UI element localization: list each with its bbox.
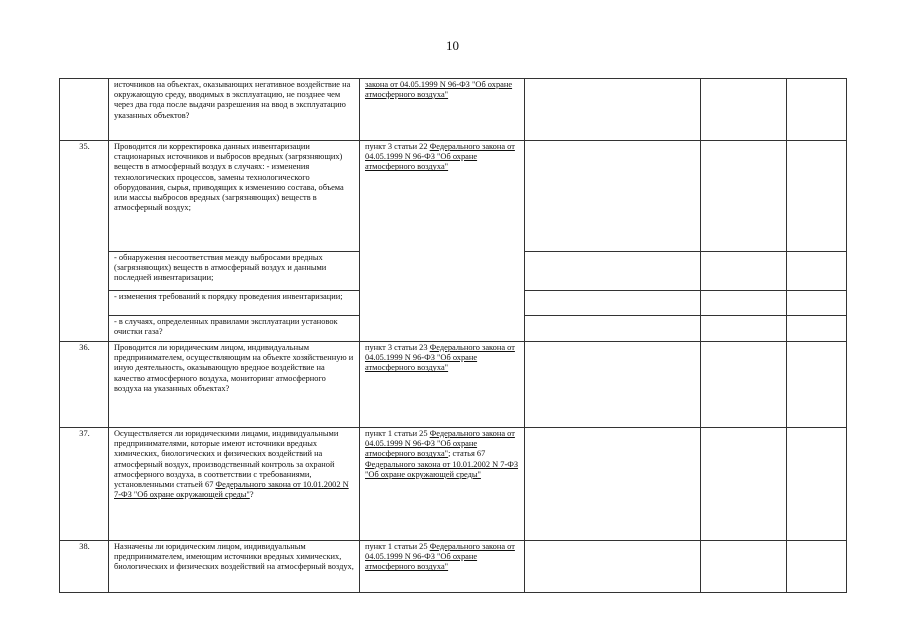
answer-cell bbox=[787, 428, 847, 541]
law-link[interactable]: Федерального закона от 04.05.1999 N 96-ФЗ "Об охране атмосферного воздуха" bbox=[365, 142, 515, 172]
law-link[interactable]: Федерального закона от 04.05.1999 N 96-ФЗ "Об охране атмосферного воздуха" bbox=[365, 429, 515, 459]
reference-mid: ; статья 67 bbox=[448, 449, 486, 459]
question-text: источников на объектах, оказывающих негативное воздействие на окружающую среду, вводимых в эксплуатацию, не позднее чем через два года после выдачи разрешения на ввод в эксплуатацию указанных объектов? bbox=[114, 80, 351, 120]
page-number: 10 bbox=[446, 38, 459, 53]
question-cell bbox=[109, 141, 360, 252]
question-text: - в случаях, определенных правилами эксплуатации установок очистки газа? bbox=[114, 317, 338, 337]
row-number: 36. bbox=[60, 342, 109, 428]
answer-cell bbox=[787, 141, 847, 252]
answer-cell bbox=[525, 541, 701, 593]
law-link[interactable]: Федерального закона от 04.05.1999 N 96-ФЗ "Об охране атмосферного воздуха" bbox=[365, 542, 515, 572]
question-cell bbox=[109, 252, 360, 291]
answer-cell bbox=[525, 141, 701, 252]
question-cell bbox=[109, 541, 360, 593]
question-text: Назначены ли юридическим лицом, индивидуальным предпринимателем, имеющим источники вредных химических, биологических и физических воздействий на атмосферный воздух, bbox=[114, 542, 354, 572]
answer-cell bbox=[701, 342, 787, 428]
row-number: 38. bbox=[60, 541, 109, 593]
answer-cell bbox=[787, 316, 847, 342]
question-text: Проводится ли юридическим лицом, индивидуальным предпринимателем, осуществляющим на объекте хозяйственную и иную деятельность, оказывающую вредное воздействие на качество атмосферного воздуха, мониторинг атмосферного воздуха на указанных объектах? bbox=[114, 343, 354, 393]
table-row bbox=[60, 141, 847, 252]
question-cell bbox=[109, 291, 360, 316]
row-number: 37. bbox=[60, 428, 109, 541]
answer-cell bbox=[701, 291, 787, 316]
reference-cell bbox=[360, 342, 525, 428]
question-text: Проводится ли корректировка данных инвентаризации стационарных источников и выбросов вредных (загрязняющих) веществ в атмосферный воздух в случаях: - изменения технологических процессов, замены технологического оборудования, сырья, приводящих к изменению состава, объема или массы выбросов вредных (загрязняющих) веществ в атмосферный воздух; bbox=[114, 142, 344, 213]
row-number: 35. bbox=[60, 141, 109, 342]
checklist-table bbox=[59, 78, 847, 593]
law-link[interactable]: Федерального закона от 04.05.1999 N 96-ФЗ "Об охране атмосферного воздуха" bbox=[365, 343, 515, 373]
reference-cell bbox=[360, 79, 525, 141]
answer-cell bbox=[787, 541, 847, 593]
answer-cell bbox=[525, 252, 701, 291]
law-link[interactable]: закона от 04.05.1999 N 96-ФЗ "Об охране атмосферного воздуха" bbox=[365, 80, 513, 100]
table-row bbox=[60, 79, 847, 141]
table-row bbox=[60, 428, 847, 541]
answer-cell bbox=[525, 291, 701, 316]
reference-cell bbox=[360, 141, 525, 342]
answer-cell bbox=[701, 252, 787, 291]
row-number bbox=[60, 79, 109, 141]
reference-prefix: пункт 3 статьи 23 bbox=[365, 343, 430, 352]
question-cell bbox=[109, 316, 360, 342]
reference-cell bbox=[360, 428, 525, 541]
answer-cell bbox=[701, 141, 787, 252]
answer-cell bbox=[525, 79, 701, 141]
reference-prefix: пункт 1 статьи 25 bbox=[365, 429, 430, 438]
answer-cell bbox=[787, 79, 847, 141]
answer-cell bbox=[701, 79, 787, 141]
question-text: Осуществляется ли юридическими лицами, индивидуальными предпринимателями, которые имеют источники вредных химических, биологических и физических воздействий на атмосферный воздух, производственный контроль за охраной атмосферного воздуха, в соответствии с требованиями, установленными статьей 67 bbox=[114, 429, 339, 490]
answer-cell bbox=[525, 316, 701, 342]
table-row bbox=[60, 541, 847, 593]
law-link[interactable]: Федерального закона от 10.01.2002 N 7-ФЗ "Об охране окружающей среды" bbox=[365, 459, 519, 479]
law-link[interactable]: Федерального закона от 10.01.2002 N 7-ФЗ "Об охране окружающей среды" bbox=[114, 480, 349, 500]
answer-cell bbox=[525, 342, 701, 428]
question-text: - обнаружения несоответствия между выбросами вредных (загрязняющих) веществ в атмосферный воздух и данными последней инвентаризации; bbox=[114, 253, 327, 283]
reference-prefix: пункт 3 статьи 22 bbox=[365, 142, 430, 151]
answer-cell bbox=[701, 428, 787, 541]
question-end: ? bbox=[249, 490, 254, 500]
question-cell bbox=[109, 428, 360, 541]
answer-cell bbox=[701, 316, 787, 342]
question-cell bbox=[109, 342, 360, 428]
reference-prefix: пункт 1 статьи 25 bbox=[365, 542, 430, 551]
question-cell bbox=[109, 79, 360, 141]
question-text: - изменения требований к порядку проведения инвентаризации; bbox=[114, 292, 343, 301]
answer-cell bbox=[787, 342, 847, 428]
answer-cell bbox=[787, 291, 847, 316]
answer-cell bbox=[525, 428, 701, 541]
answer-cell bbox=[701, 541, 787, 593]
answer-cell bbox=[787, 252, 847, 291]
table-row bbox=[60, 342, 847, 428]
reference-cell bbox=[360, 541, 525, 593]
